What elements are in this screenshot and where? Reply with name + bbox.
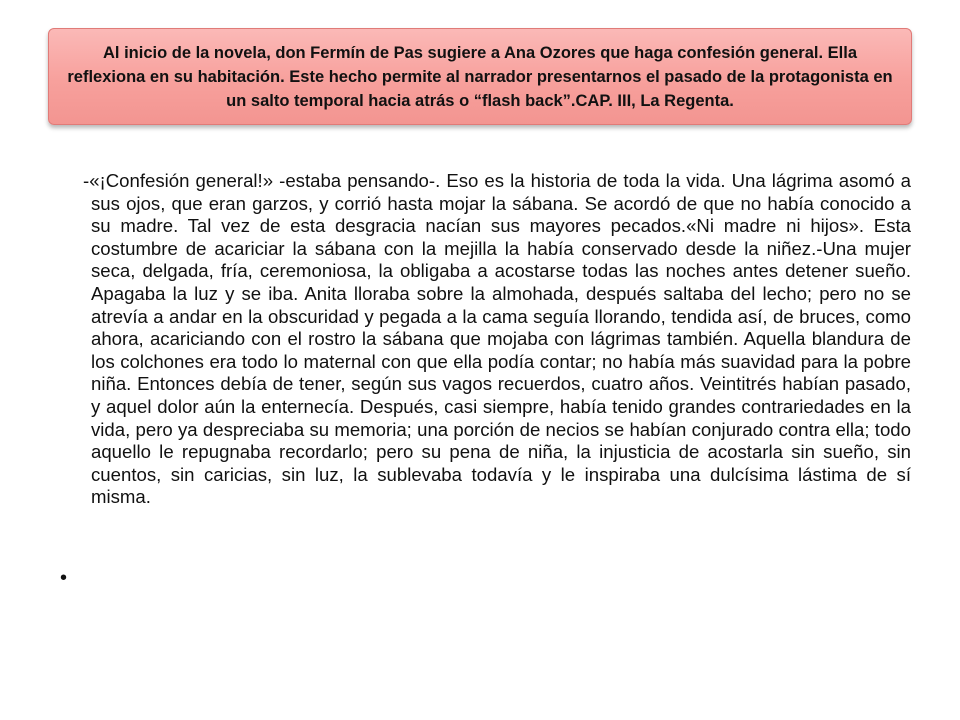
slide-title: Al inicio de la novela, don Fermín de Pas sugiere a Ana Ozores que haga confesión general. Ella reflexiona en su habitación. Este hecho permite al narrador presentarnos el pasado de la protagonista en un salto temporal hacia atrás o “flash back”.CAP. III, La Regenta. (67, 43, 893, 110)
body-paragraph: -«¡Confesión general!» -estaba pensando-. Eso es la historia de toda la vida. Una lágrima asomó a sus ojos, que eran garzos, y corrió hasta mojar la sábana. Se acordó de que no había conocido a su madre. Tal vez de esta desgracia nacían sus mayores pecados.«Ni madre ni hijos». Esta costumbre de acariciar la sábana con la mejilla la había conservado desde la niñez.-Una mujer seca, delgada, fría, ceremoniosa, la obligaba a acostarse todas las noches antes detener sueño. Apagaba la luz y se iba. Anita lloraba sobre la almohada, después saltaba del lecho; pero no se atrevía a andar en la obscuridad y pegada a la cama seguía llorando, tendida así, de bruces, como ahora, acariciando con el rostro la sábana que mojaba con lágrimas también. Aquella blandura de los colchones era todo lo maternal con que ella podía contar; no había más suavidad para la pobre niña. Entonces debía de tener, según sus vagos recuerdos, cuatro años. Veintitrés habían pasado, y aquel dolor aún la enternecía. Después, casi siempre, había tenido grandes contrariedades en la vida, pero ya despreciaba su memoria; una porción de necios se habían conjurado contra ella; todo aquello le repugnaba recordarlo; pero su pena de niña, la injusticia de acostarla sin sueño, sin cuentos, sin caricias, sin luz, la sublevaba todavía y le inspiraba una dulcísima lástima de sí misma. (83, 170, 911, 508)
empty-bullet: • (60, 567, 68, 589)
title-box (48, 28, 912, 125)
